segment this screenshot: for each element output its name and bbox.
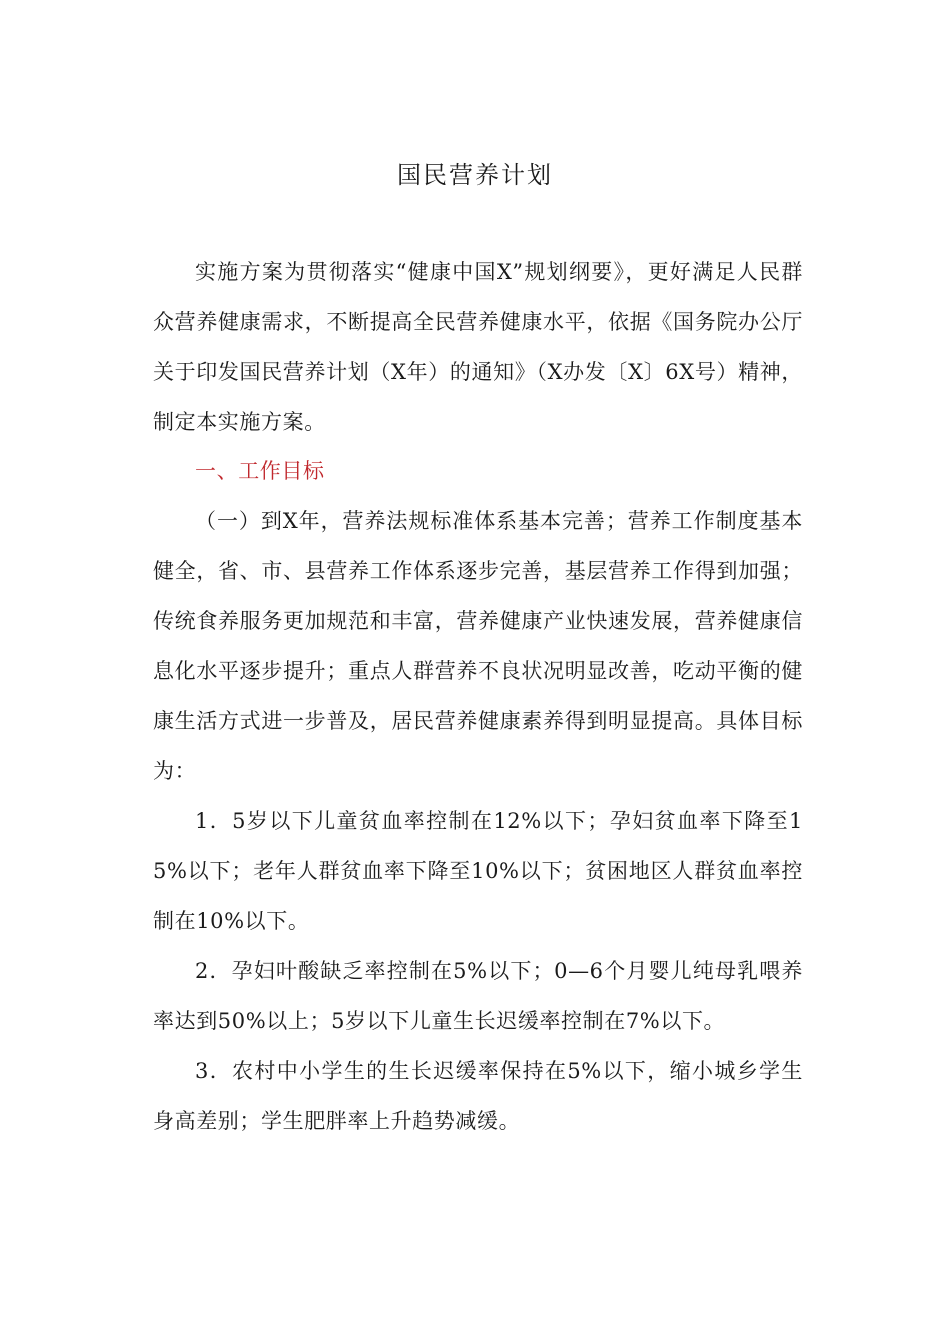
- goal-one-paragraph: （一）到X年，营养法规标准体系基本完善；营养工作制度基本健全，省、市、县营养工作体系逐步完善，基层营养工作得到加强；传统食养服务更加规范和丰富，营养健康产业快速发展，营养健康信息化水平逐步提升；重点人群营养不良状况明显改善，吃动平衡的健康生活方式进一步普及，居民营养健康素养得到明显提高。具体目标为：: [153, 509, 803, 783]
- item-two-block: [153, 946, 803, 1046]
- item-one-paragraph: 1．5岁以下儿童贫血率控制在12%以下；孕妇贫血率下降至15%以下；老年人群贫血率下降至10%以下；贫困地区人群贫血率控制在10%以下。: [153, 809, 803, 933]
- document-title: 国民营养计划: [397, 161, 553, 189]
- goal-one-block: [153, 496, 803, 796]
- section-one-heading: 一、工作目标: [195, 459, 325, 483]
- item-one-block: [153, 796, 803, 946]
- section-heading-block: [153, 446, 803, 496]
- item-two-paragraph: 2．孕妇叶酸缺乏率控制在5%以下；0—6个月婴儿纯母乳喂养率达到50%以上；5岁以下儿童生长迟缓率控制在7%以下。: [153, 959, 803, 1033]
- item-three-block: [153, 1046, 803, 1146]
- intro-paragraph: 实施方案为贯彻落实“健康中国X”规划纲要》，更好满足人民群众营养健康需求，不断提高全民营养健康水平，依据《国务院办公厅关于印发国民营养计划（X年）的通知》（X办发〔X〕6X号）精神，制定本实施方案。: [153, 260, 803, 434]
- intro-paragraph-block: [153, 247, 803, 447]
- item-three-paragraph: 3．农村中小学生的生长迟缓率保持在5%以下，缩小城乡学生身高差别；学生肥胖率上升趋势减缓。: [153, 1059, 803, 1133]
